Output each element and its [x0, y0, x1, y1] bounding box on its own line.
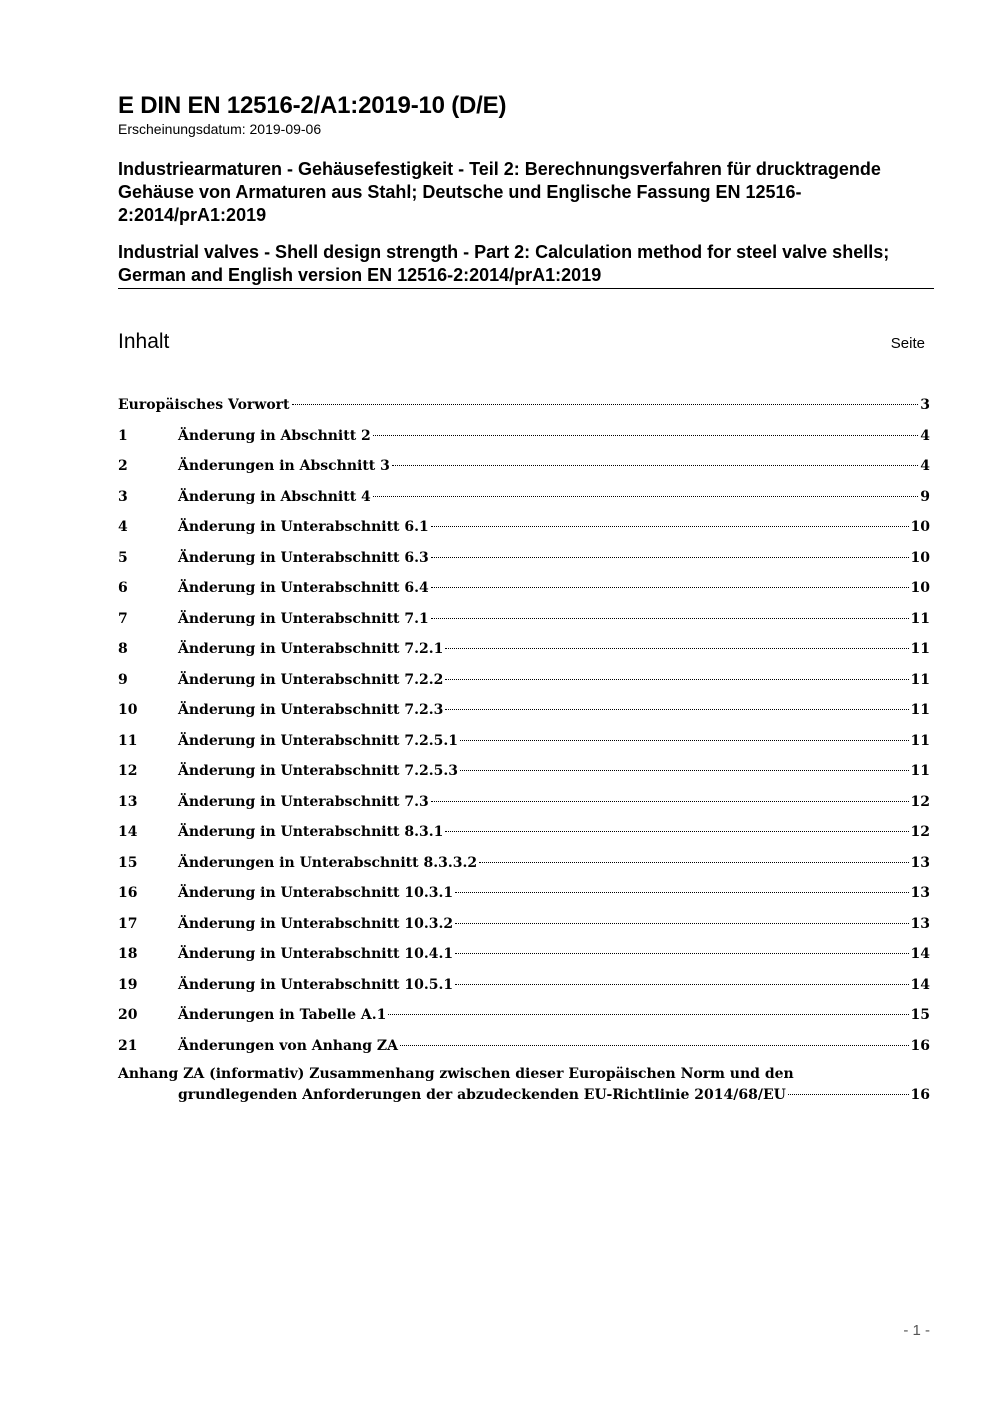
toc-entry-page: 15	[910, 1007, 930, 1023]
toc-entry-page: 3	[920, 397, 930, 413]
toc-leader-dots	[445, 679, 908, 680]
toc-entry-number: 15	[118, 854, 138, 871]
toc-leader-dots	[460, 770, 909, 771]
table-of-contents	[118, 392, 930, 1105]
toc-entry-number: 11	[118, 732, 138, 749]
toc-entry-page: 16	[910, 1087, 930, 1103]
toc-leader-dots	[373, 496, 918, 497]
toc-leader-dots	[455, 984, 908, 985]
toc-entry-number: 17	[118, 915, 138, 932]
toc-header	[118, 329, 934, 359]
toc-entry-page: 4	[920, 427, 930, 444]
toc-entry[interactable]	[118, 819, 930, 850]
document-title: E DIN EN 12516-2/A1:2019-10 (D/E)	[118, 92, 507, 119]
toc-entry-page: 12	[910, 793, 930, 810]
toc-entry-number: 1	[118, 427, 128, 444]
toc-entry-text: Änderung in Unterabschnitt 7.2.5.1	[178, 732, 458, 749]
toc-entry[interactable]	[118, 514, 930, 545]
toc-entry-text: Änderung in Unterabschnitt 6.1	[178, 519, 429, 535]
toc-entry-text: Änderung in Unterabschnitt 10.3.2	[178, 915, 454, 932]
toc-heading: Inhalt	[118, 330, 170, 353]
toc-entry-page: 10	[910, 519, 930, 535]
toc-entry-text: Änderung in Unterabschnitt 7.2.5.3	[178, 763, 458, 779]
toc-entry-number: 10	[118, 702, 138, 718]
toc-leader-dots	[455, 892, 908, 893]
toc-entry-text: Europäisches Vorwort	[118, 397, 290, 413]
toc-entry-text: Änderung in Abschnitt 4	[178, 488, 371, 505]
toc-leader-dots	[445, 831, 908, 832]
toc-leader-dots	[445, 648, 908, 649]
toc-entry-page: 13	[910, 885, 930, 901]
toc-entry-text: Änderungen in Abschnitt 3	[178, 458, 390, 474]
toc-entry-text: Änderung in Unterabschnitt 7.3	[178, 793, 429, 810]
toc-entry-page: 11	[910, 610, 930, 627]
toc-entry[interactable]	[118, 453, 930, 484]
toc-entry-list	[118, 423, 930, 1064]
toc-entry-foreword[interactable]	[118, 392, 930, 423]
toc-leader-dots	[455, 953, 908, 954]
toc-leader-dots	[788, 1094, 909, 1095]
toc-entry-page: 11	[910, 641, 930, 657]
toc-leader-dots	[388, 1014, 908, 1015]
toc-entry-number: 7	[118, 610, 128, 627]
toc-entry-page: 4	[920, 458, 930, 474]
toc-entry-number: 4	[118, 519, 128, 535]
toc-entry[interactable]	[118, 941, 930, 972]
toc-leader-dots	[292, 404, 919, 405]
toc-entry-page: 13	[910, 915, 930, 932]
toc-leader-dots	[460, 740, 909, 741]
toc-entry[interactable]	[118, 758, 930, 789]
toc-page-label: Seite	[890, 335, 925, 352]
toc-leader-dots	[431, 618, 909, 619]
toc-leader-dots	[431, 801, 909, 802]
toc-leader-dots	[373, 435, 918, 436]
toc-entry-text: Änderung in Unterabschnitt 10.3.1	[178, 885, 454, 901]
toc-entry[interactable]	[118, 789, 930, 820]
toc-entry-text: Änderung in Abschnitt 2	[178, 427, 371, 444]
toc-leader-dots	[455, 923, 908, 924]
publication-date: Erscheinungsdatum: 2019-09-06	[118, 121, 322, 137]
toc-entry[interactable]	[118, 972, 930, 1003]
toc-entry-number: 8	[118, 641, 128, 657]
toc-entry-number: 20	[118, 1007, 138, 1023]
toc-entry-number: 2	[118, 458, 128, 474]
toc-entry-number: 12	[118, 763, 138, 779]
toc-entry-text: Änderung in Unterabschnitt 8.3.1	[178, 824, 444, 840]
toc-entry[interactable]	[118, 1002, 930, 1033]
toc-entry-number: 13	[118, 793, 138, 810]
toc-leader-dots	[400, 1045, 909, 1046]
annex-title-line1: Anhang ZA (informativ) Zusammenhang zwischen dieser Europäischen Norm und den	[118, 1066, 794, 1082]
toc-entry[interactable]	[118, 423, 930, 454]
document-header	[118, 92, 934, 359]
toc-entry-number: 6	[118, 580, 128, 596]
toc-entry[interactable]	[118, 575, 930, 606]
toc-leader-dots	[479, 862, 908, 863]
toc-entry[interactable]	[118, 484, 930, 515]
toc-entry-text: Änderung in Unterabschnitt 10.5.1	[178, 976, 454, 993]
toc-entry[interactable]	[118, 911, 930, 942]
toc-leader-dots	[445, 709, 908, 710]
toc-leader-dots	[431, 587, 909, 588]
toc-entry-text: Änderung in Unterabschnitt 10.4.1	[178, 946, 454, 962]
toc-entry[interactable]	[118, 1033, 930, 1064]
toc-entry-text: Änderungen von Anhang ZA	[178, 1037, 398, 1054]
toc-entry-text: Änderung in Unterabschnitt 7.1	[178, 610, 429, 627]
toc-entry-page: 10	[910, 580, 930, 596]
toc-entry[interactable]	[118, 667, 930, 698]
toc-entry-page: 13	[910, 854, 930, 871]
toc-leader-dots	[431, 557, 909, 558]
toc-entry-annex[interactable]	[118, 1063, 930, 1105]
toc-entry-number: 14	[118, 824, 138, 840]
toc-entry[interactable]	[118, 606, 930, 637]
toc-entry-number: 21	[118, 1037, 138, 1054]
toc-entry[interactable]	[118, 545, 930, 576]
toc-entry-page: 11	[910, 702, 930, 718]
toc-entry[interactable]	[118, 880, 930, 911]
toc-entry-text: Änderung in Unterabschnitt 6.3	[178, 549, 429, 566]
toc-entry-number: 9	[118, 671, 128, 688]
page-number: - 1 -	[903, 1322, 930, 1339]
toc-entry-text: Änderungen in Unterabschnitt 8.3.3.2	[178, 854, 478, 871]
toc-entry-page: 11	[910, 671, 930, 688]
toc-entry-text: Änderung in Unterabschnitt 7.2.2	[178, 671, 444, 688]
toc-entry[interactable]	[118, 728, 930, 759]
toc-entry-page: 16	[910, 1037, 930, 1054]
toc-entry-page: 9	[920, 488, 930, 505]
title-german: Industriearmaturen - Gehäusefestigkeit - Teil 2: Berechnungsverfahren für drucktragende Gehäuse von Armaturen aus Stahl; Deutsche und Englische Fassung EN 12516-2:2014/prA1:2019	[118, 159, 881, 225]
toc-entry[interactable]	[118, 697, 930, 728]
toc-entry-page: 10	[910, 549, 930, 566]
toc-leader-dots	[392, 465, 918, 466]
toc-entry-number: 3	[118, 488, 128, 505]
toc-leader-dots	[431, 526, 909, 527]
toc-entry-text: Änderungen in Tabelle A.1	[178, 1007, 387, 1023]
toc-entry-page: 11	[910, 763, 930, 779]
toc-entry-text: Änderung in Unterabschnitt 6.4	[178, 580, 429, 596]
toc-entry-text: Änderung in Unterabschnitt 7.2.3	[178, 702, 444, 718]
toc-entry-number: 18	[118, 946, 138, 962]
toc-entry-page: 14	[910, 976, 930, 993]
toc-entry-number: 5	[118, 549, 128, 566]
toc-entry-page: 12	[910, 824, 930, 840]
toc-entry-page: 11	[910, 732, 930, 749]
toc-entry[interactable]	[118, 850, 930, 881]
toc-entry[interactable]	[118, 636, 930, 667]
annex-title-line2: grundlegenden Anforderungen der abzudeckenden EU-Richtlinie 2014/68/EU	[178, 1087, 786, 1103]
toc-entry-number: 16	[118, 885, 138, 901]
toc-entry-page: 14	[910, 946, 930, 962]
toc-entry-number: 19	[118, 976, 138, 993]
title-english: Industrial valves - Shell design strength - Part 2: Calculation method for steel valve shells; German and English version EN 12516-2:2014/prA1:2019	[118, 241, 934, 289]
toc-entry-text: Änderung in Unterabschnitt 7.2.1	[178, 641, 444, 657]
